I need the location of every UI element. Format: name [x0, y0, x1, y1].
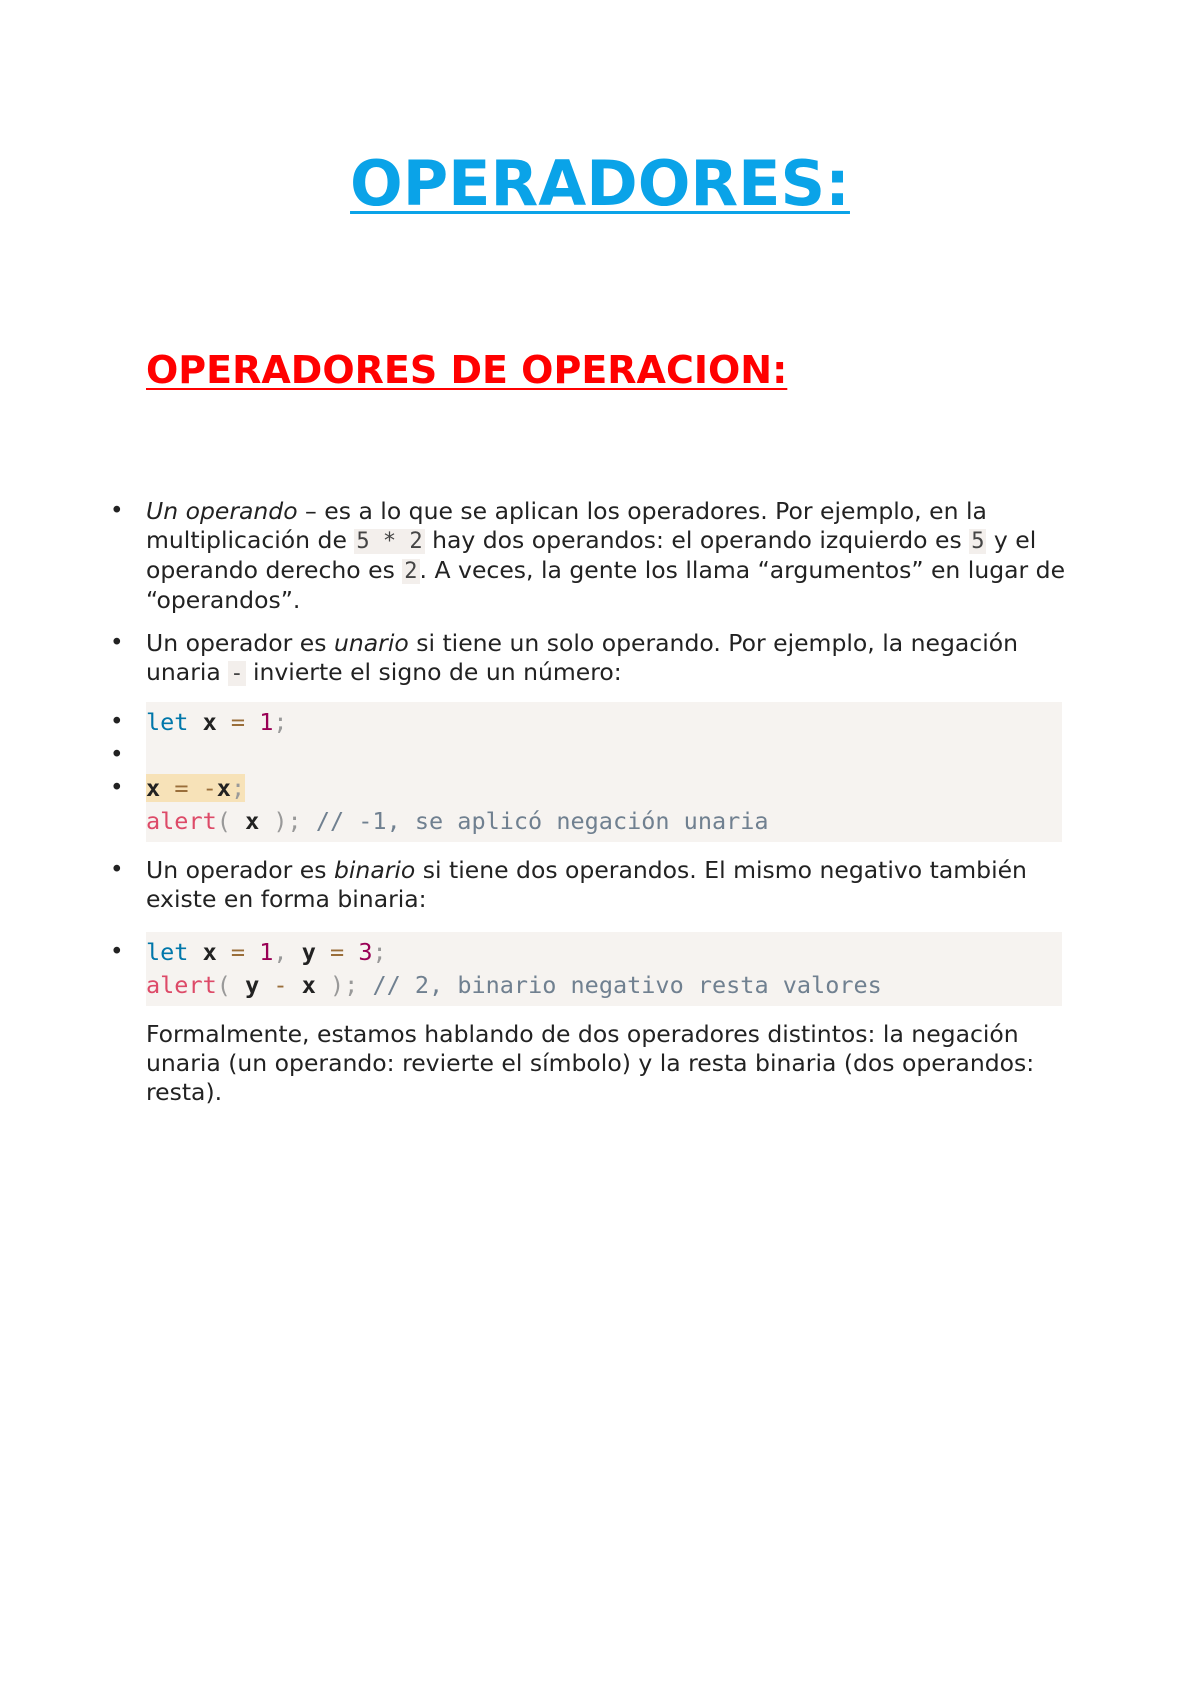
code-line [110, 739, 1062, 772]
code-keyword: let [146, 708, 189, 736]
code-function: alert [146, 807, 217, 835]
paragraph-text [146, 497, 1066, 615]
code-variable: x [245, 807, 260, 835]
inline-code: 2 [404, 559, 418, 584]
list-item-unario [110, 629, 1066, 688]
code-comment: // -1, se aplicó negación unaria [315, 807, 769, 835]
content-body [110, 497, 1066, 1127]
code-operator: = [330, 938, 345, 966]
code-variable: x [202, 938, 217, 966]
list-item-binario [110, 856, 1066, 914]
list-item-operando [110, 497, 1066, 615]
code-line [110, 772, 1062, 805]
code-punctuation: ( [216, 971, 231, 999]
section-heading: OPERADORES DE OPERACION: [146, 348, 788, 392]
code-block-binary [110, 932, 1062, 1006]
closing-paragraph [146, 1020, 1066, 1107]
text-span: Un operador es [146, 856, 334, 884]
code-keyword: let [146, 938, 189, 966]
text-span: si tiene dos operandos. El mismo negativo también existe en forma binaria: [146, 856, 1027, 913]
code-operator: = [230, 938, 246, 966]
code-line [110, 706, 1062, 739]
code-operator: - [202, 774, 217, 802]
code-punctuation: , [273, 938, 288, 966]
code-operator: = [174, 774, 189, 802]
term-operando: Un operando [146, 497, 298, 525]
bullet-icon: • [110, 775, 124, 801]
bullet-icon: • [110, 857, 124, 883]
text-span: invierte el signo de un número: [245, 658, 622, 686]
code-variable: x [146, 774, 161, 802]
code-variable: x [216, 774, 231, 802]
text-span: si tiene un solo operando. Por ejemplo, la negación unaria [146, 629, 1019, 686]
text-span: Un operador es [146, 629, 334, 657]
bullet-icon: • [110, 939, 124, 965]
code-punctuation: ); [273, 807, 302, 835]
code-number: 1 [259, 708, 274, 736]
term-unario: unario [333, 629, 409, 657]
inline-code: - [230, 661, 244, 686]
code-punctuation: ; [372, 938, 387, 966]
code-punctuation: ( [216, 807, 231, 835]
code-variable: x [202, 708, 217, 736]
code-line [110, 936, 1062, 969]
code-operator: = [230, 708, 246, 736]
text-span: y el operando derecho es [146, 526, 1037, 584]
text-span: . A veces, la gente los llama “argumentos” en lugar de “operandos”. [146, 556, 1066, 614]
highlighted-code [146, 774, 245, 802]
inline-code: 5 * 2 [356, 529, 423, 554]
paragraph-text [146, 856, 1066, 914]
code-comment: // 2, binario negativo resta valores [372, 971, 882, 999]
bullet-icon: • [110, 630, 124, 656]
text-span: hay dos operandos: el operando izquierdo es [424, 526, 970, 554]
code-number: 1 [259, 938, 274, 966]
text-span: – es a lo que se aplican los operadores. Por ejemplo, en la multiplicación de [146, 497, 987, 554]
code-block-unary [110, 702, 1062, 842]
bullet-icon: • [110, 498, 124, 524]
code-variable: y [245, 971, 260, 999]
code-punctuation: ); [330, 971, 359, 999]
bullet-icon: • [110, 742, 124, 768]
code-number: 3 [358, 938, 373, 966]
inline-code: 5 [971, 529, 985, 554]
code-operator: - [273, 971, 288, 999]
code-function: alert [146, 971, 217, 999]
code-line [146, 805, 1062, 838]
paragraph-text: Formalmente, estamos hablando de dos operadores distintos: la negación unaria (un operando: revierte el símbolo) y la resta binaria (dos operandos: resta). [146, 1020, 1035, 1106]
term-binario: binario [333, 856, 416, 884]
code-line [146, 969, 1062, 1002]
code-punctuation: ; [273, 708, 288, 736]
code-variable: y [301, 938, 316, 966]
spacer [146, 914, 1066, 932]
page-title: OPERADORES: [350, 147, 850, 220]
bullet-icon: • [110, 709, 124, 735]
code-variable: x [301, 971, 316, 999]
paragraph-text [146, 629, 1066, 688]
code-punctuation: ; [230, 774, 246, 802]
